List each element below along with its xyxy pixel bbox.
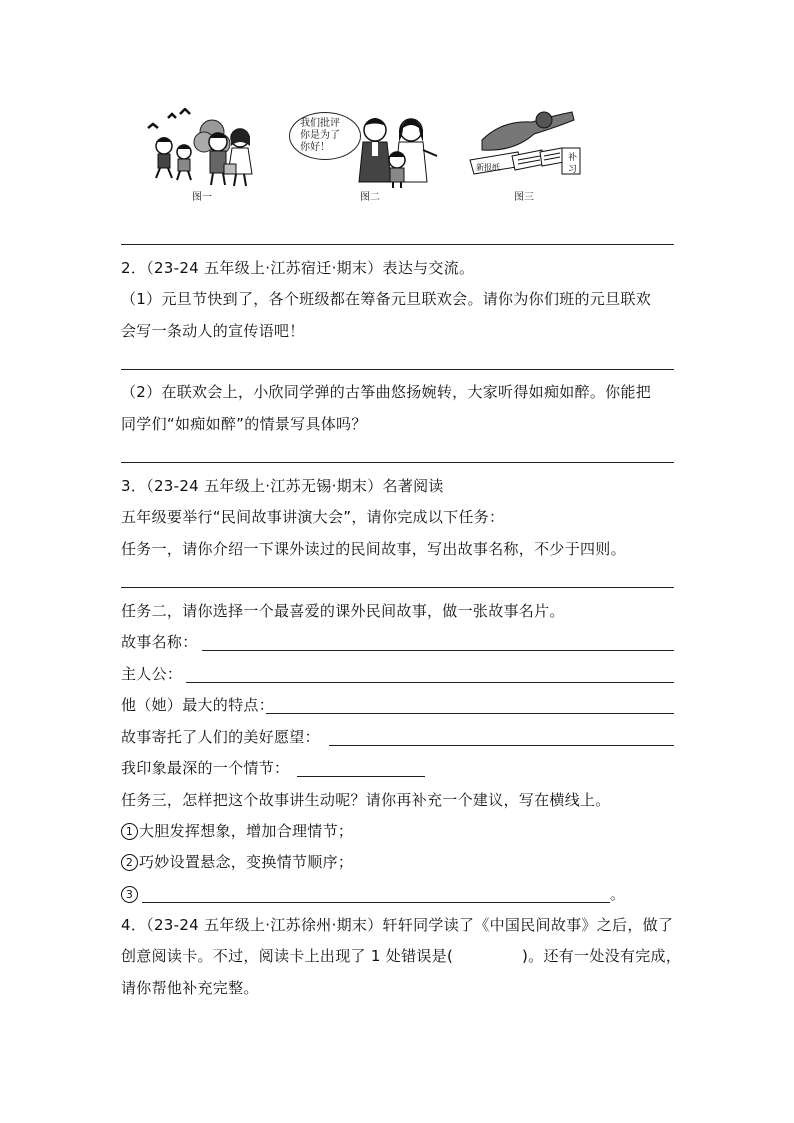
q3-intro: 五年级要举行“民间故事讲演大会”，请你完成以下任务：	[121, 508, 505, 526]
q3-field-hero-label: 主人公：	[121, 665, 183, 683]
answer-line	[121, 244, 674, 245]
q2-part2-line1: （2）在联欢会上，小欣同学弹的古筝曲悠扬婉转，大家听得如痴如醉。你能把	[121, 383, 652, 401]
figure-3-tag-1: 补	[568, 153, 578, 163]
figure-2-illustration	[355, 110, 440, 190]
speech-bubble-line-3: 你好！	[300, 142, 330, 153]
q3-suggestion-3-end: 。	[610, 885, 626, 903]
q2-title: 2．（23-24 五年级上·江苏宿迁·期末）表达与交流。	[121, 259, 475, 277]
q3-field-name-label: 故事名称：	[121, 633, 198, 651]
figure-1-caption: 图一	[192, 192, 212, 203]
q2-part1-line2: 会写一条动人的宣传语吧！	[121, 322, 305, 340]
figure-3-caption: 图三	[514, 192, 534, 203]
q4-line3: 请你帮他补充完整。	[121, 979, 259, 997]
q2-part1-line1: （1）元旦节快到了，各个班级都在筹备元旦联欢会。请你为你们班的元旦联欢	[121, 290, 652, 308]
q3-field-name-blank[interactable]	[202, 650, 674, 651]
speech-bubble-line-1: 我们批评	[300, 118, 340, 129]
q3-field-hero-blank[interactable]	[186, 682, 674, 683]
figure-2-caption: 图二	[360, 192, 380, 203]
q3-suggestion-1-text: 大胆发挥想象，增加合理情节；	[139, 822, 354, 840]
q3-field-plot-label: 我印象最深的一个情节：	[121, 759, 290, 777]
circled-number-2: 2	[121, 854, 138, 871]
figure-1-illustration	[140, 108, 265, 190]
q4-line1: 4．（23-24 五年级上·江苏徐州·期末）轩轩同学读了《中国民间故事》之后，做了	[121, 916, 674, 934]
circled-number-1: 1	[121, 823, 138, 840]
q3-task2: 任务二，请你选择一个最喜爱的课外民间故事，做一张故事名片。	[121, 602, 565, 620]
q2-part1-answer-line	[121, 369, 674, 370]
q4-line2-part-a: 创意阅读卡。不过，阅读卡上出现了 1 处错误是(	[121, 947, 454, 965]
q2-part2-answer-line	[121, 462, 674, 463]
q3-title: 3．（23-24 五年级上·江苏无锡·期末）名著阅读	[121, 477, 444, 495]
circled-number-3: 3	[121, 886, 138, 903]
q2-part2-line2: 同学们“如痴如醉”的情景写具体吗？	[121, 415, 367, 433]
q3-suggestion-1	[121, 821, 353, 841]
q3-field-trait-blank[interactable]	[266, 713, 674, 714]
q3-field-wish-blank[interactable]	[329, 745, 674, 746]
figure-3-tag-2: 习	[568, 165, 578, 175]
q3-suggestion-3-blank[interactable]	[142, 902, 610, 903]
q3-task1: 任务一，请你介绍一下课外读过的民间故事，写出故事名称，不少于四则。	[121, 540, 626, 558]
q3-field-trait-label: 他（她）最大的特点：	[121, 696, 275, 714]
figure-3-paper-label: 新报纸	[476, 163, 500, 172]
q3-field-plot-blank[interactable]	[297, 776, 425, 777]
q3-task3: 任务三，怎样把这个故事讲生动呢？请你再补充一个建议，写在横线上。	[121, 791, 611, 809]
q3-suggestion-3	[121, 884, 139, 904]
q4-line2-part-b: )。还有一处没有完成，	[522, 947, 682, 965]
q3-suggestion-2-text: 巧妙设置悬念，变换情节顺序；	[139, 853, 354, 871]
q3-suggestion-2	[121, 852, 353, 872]
q3-task1-answer-line	[121, 587, 674, 588]
q3-field-wish-label: 故事寄托了人们的美好愿望：	[121, 728, 320, 746]
speech-bubble-line-2: 你是为了	[300, 130, 340, 141]
